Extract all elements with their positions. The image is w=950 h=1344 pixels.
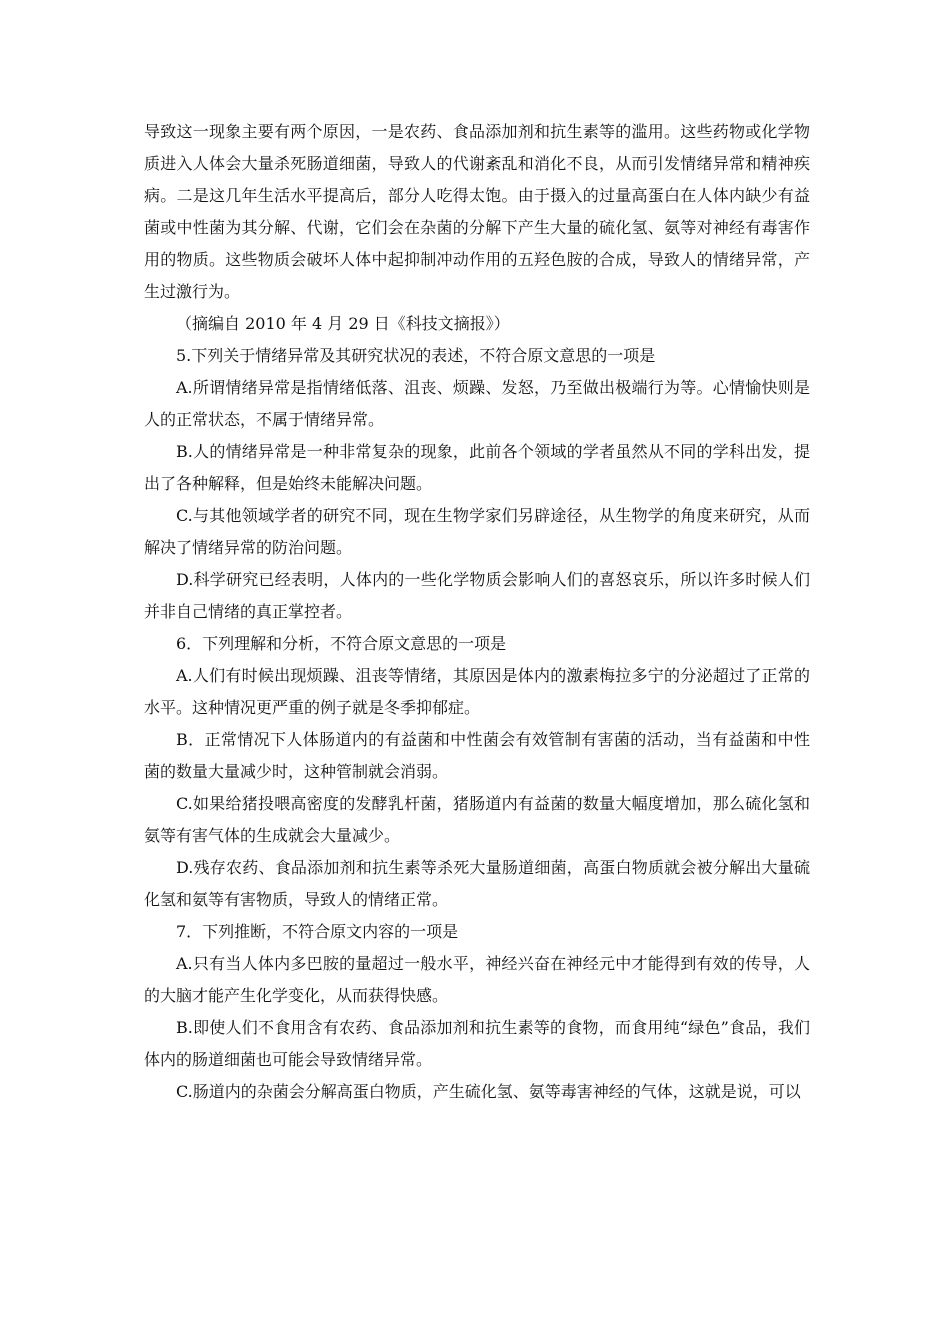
question-7-stem: 7．下列推断，不符合原文内容的一项是 — [176, 922, 459, 941]
question-7-option-a: A.只有当人体内多巴胺的量超过一般水平，神经兴奋在神经元中才能得到有效的传导，人的大脑才能产生化学变化，从而获得快感。 — [144, 954, 810, 1005]
question-5-option-d: D.科学研究已经表明，人体内的一些化学物质会影响人们的喜怒哀乐，所以许多时候人们并非自己情绪的真正掌控者。 — [144, 570, 810, 621]
question-6-stem: 6．下列理解和分析，不符合原文意思的一项是 — [176, 634, 507, 653]
source-citation: （摘编自 2010 年 4 月 29 日《科技文摘报》） — [176, 314, 510, 333]
question-5-option-b: B.人的情绪异常是一种非常复杂的现象，此前各个领域的学者虽然从不同的学科出发，提出了各种解释，但是始终未能解决问题。 — [144, 442, 810, 493]
question-5-option-a: A.所谓情绪异常是指情绪低落、沮丧、烦躁、发怒，乃至做出极端行为等。心情愉快则是人的正常状态，不属于情绪异常。 — [144, 378, 810, 429]
question-6-option-a: A.人们有时候出现烦躁、沮丧等情绪，其原因是体内的激素梅拉多宁的分泌超过了正常的水平。这种情况更严重的例子就是冬季抑郁症。 — [144, 666, 810, 717]
question-7-option-b: B.即使人们不食用含有农药、食品添加剂和抗生素等的食物，而食用纯“绿色”食品，我们体内的肠道细菌也可能会导致情绪异常。 — [144, 1018, 810, 1069]
question-6-option-d: D.残存农药、食品添加剂和抗生素等杀死大量肠道细菌，高蛋白物质就会被分解出大量硫化氢和氨等有害物质，导致人的情绪正常。 — [144, 858, 810, 909]
question-7-option-c: C.肠道内的杂菌会分解高蛋白物质，产生硫化氢、氨等毒害神经的气体，这就是说，可以 — [176, 1082, 801, 1101]
question-6-option-b: B．正常情况下人体肠道内的有益菌和中性菌会有效管制有害菌的活动，当有益菌和中性菌的数量大量减少时，这种管制就会消弱。 — [144, 730, 810, 781]
question-5-option-c: C.与其他领域学者的研究不同，现在生物学家们另辟途径，从生物学的角度来研究，从而解决了情绪异常的防治问题。 — [144, 506, 810, 557]
question-6-option-c: C.如果给猪投喂高密度的发酵乳杆菌，猪肠道内有益菌的数量大幅度增加，那么硫化氢和氨等有害气体的生成就会大量减少。 — [144, 794, 810, 845]
document-page — [144, 116, 810, 1108]
question-5-stem: 5.下列关于情绪异常及其研究状况的表述，不符合原文意思的一项是 — [176, 346, 656, 365]
body-paragraph: 导致这一现象主要有两个原因，一是农药、食品添加剂和抗生素等的滥用。这些药物或化学物质进入人体会大量杀死肠道细菌，导致人的代谢紊乱和消化不良，从而引发情绪异常和精神疾病。二是这几年生活水平提高后，部分人吃得太饱。由于摄入的过量高蛋白在人体内缺少有益菌或中性菌为其分解、代谢，它们会在杂菌的分解下产生大量的硫化氢、氨等对神经有毒害作用的物质。这些物质会破坏人体中起抑制冲动作用的五羟色胺的合成，导致人的情绪异常，产生过激行为。 — [144, 122, 810, 301]
